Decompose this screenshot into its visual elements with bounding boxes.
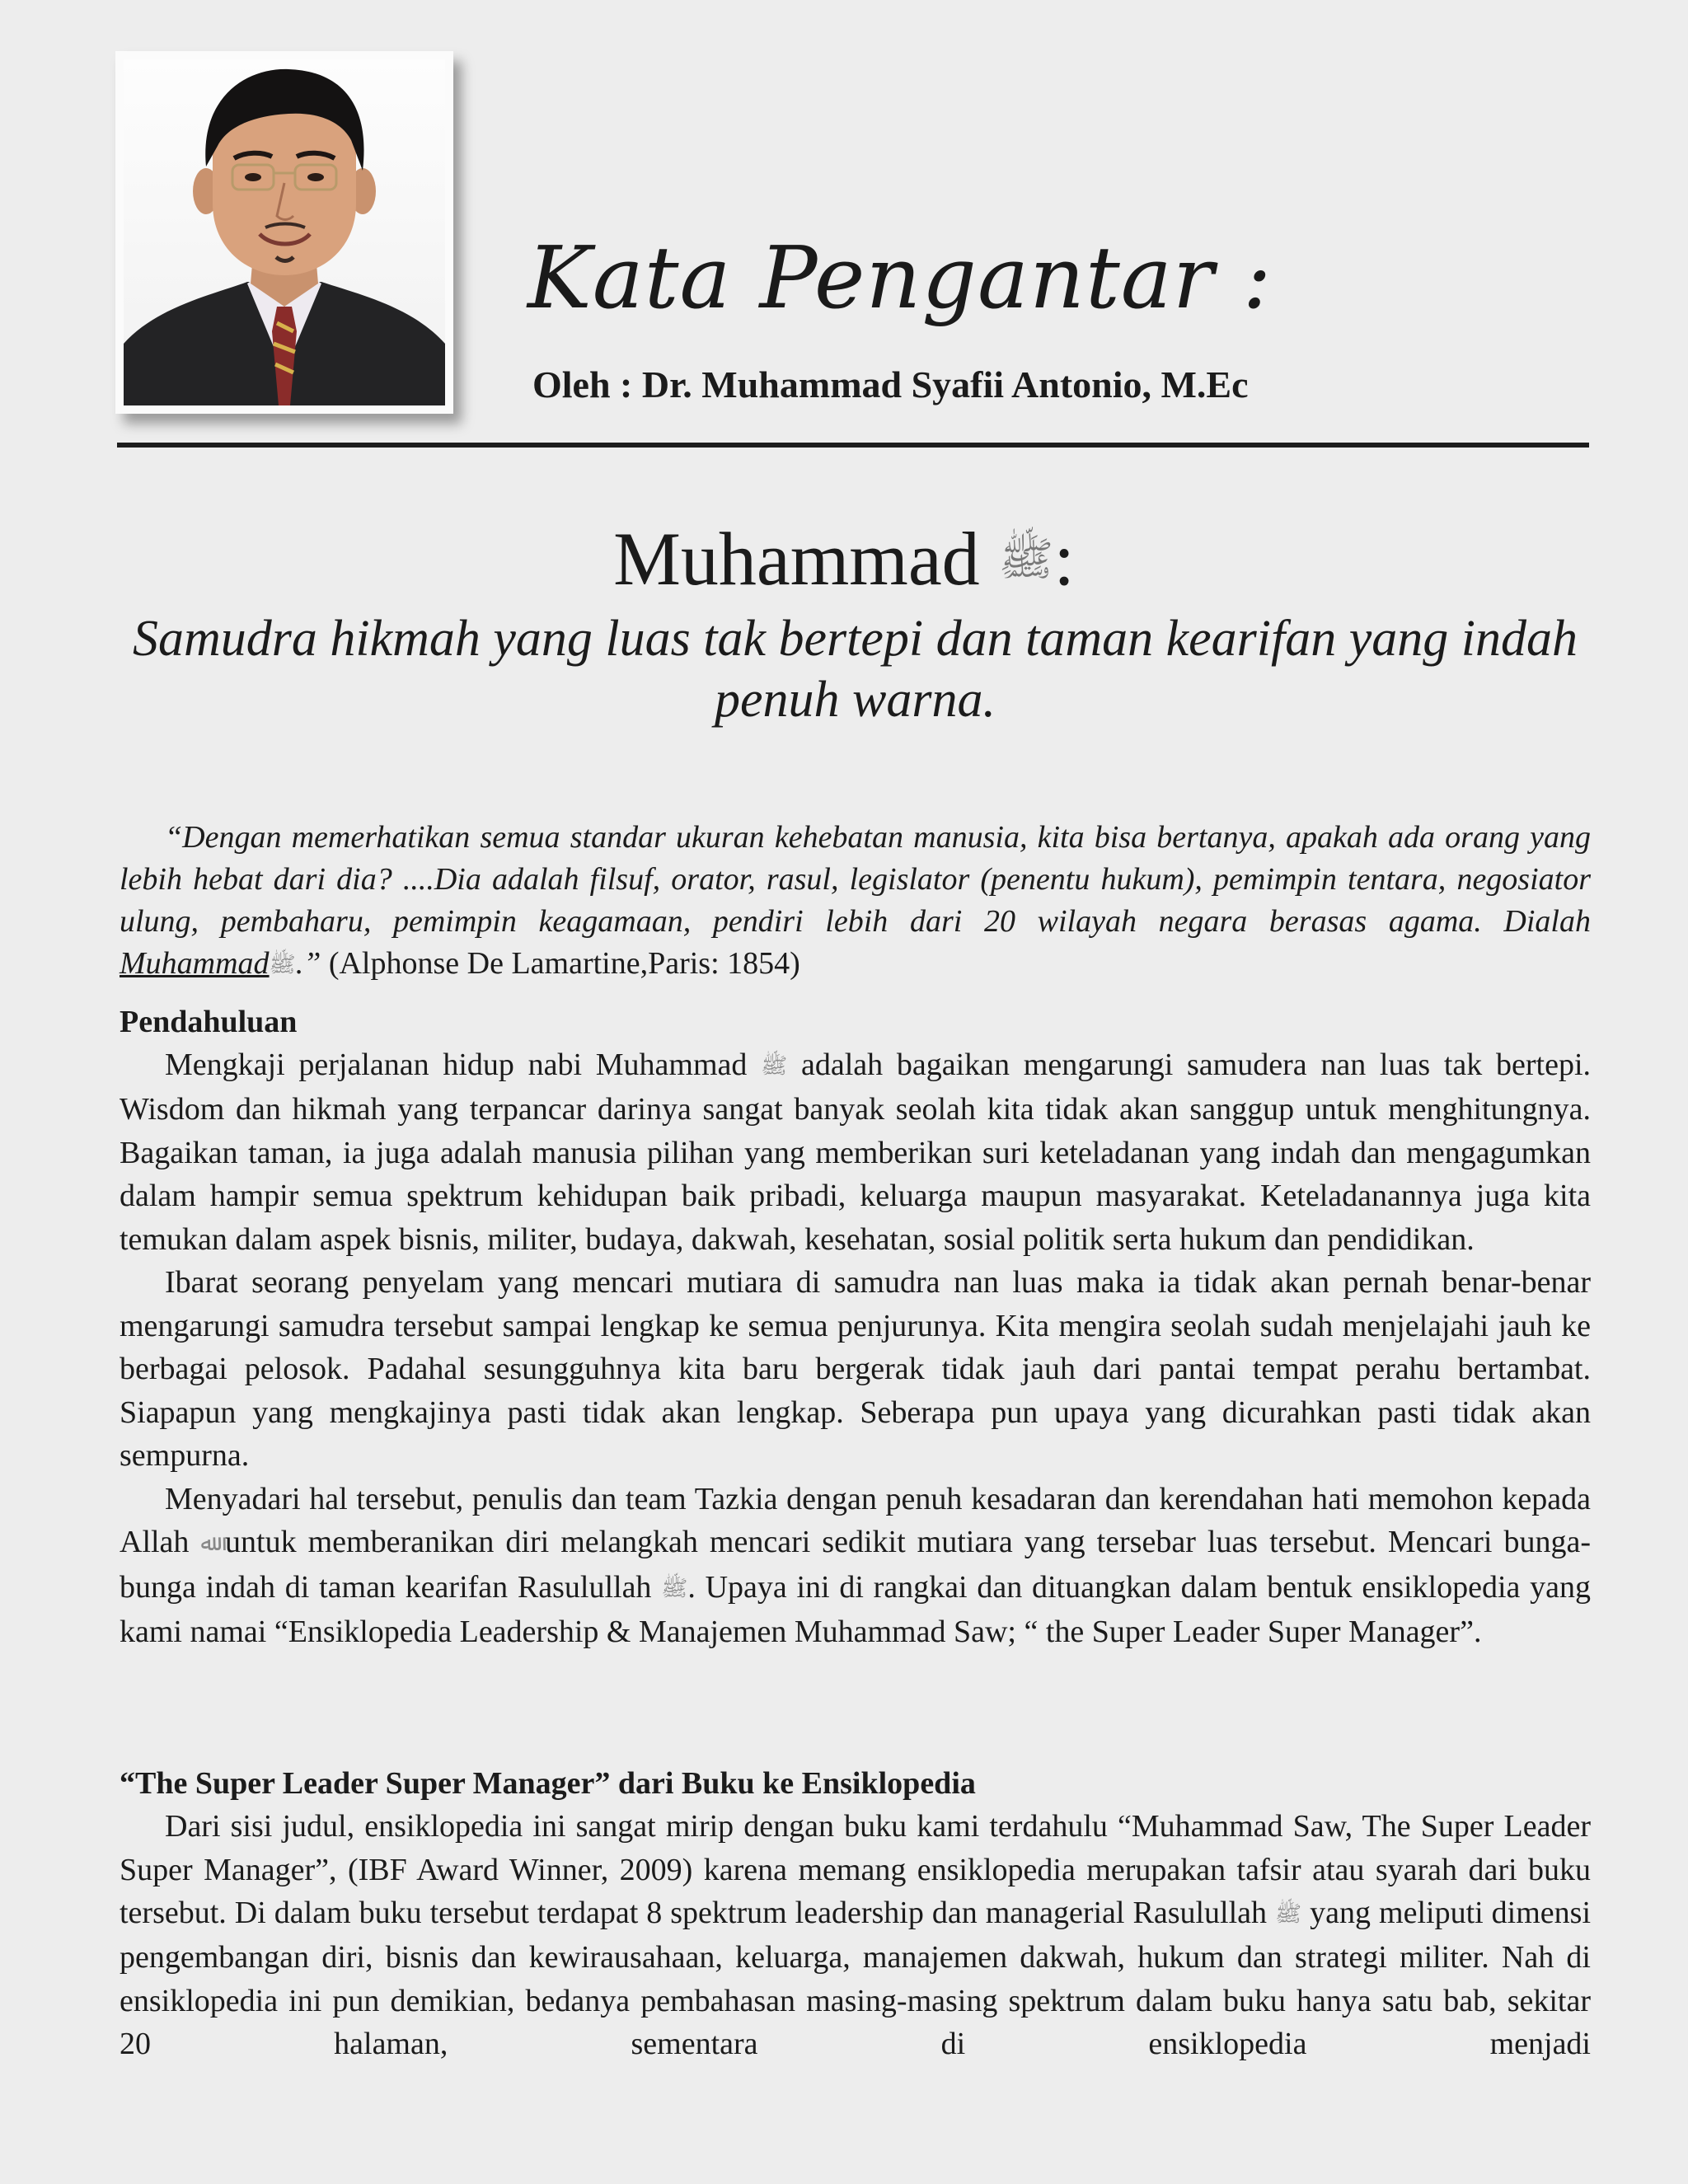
page-title: Kata Pengantar : [528,227,1273,328]
paragraph: Ibarat seorang penyelam yang mencari mutiara di samudra nan luas maka ia tidak akan pernah benar-benar mengarungi samudra tersebut sampai lengkap ke semua penjurunya. Kita mengira seolah sudah menjelajahi jauh ke berbagai pelosok. Padahal sesungguhnya kita baru bergerak tidak jauh dari pantai tempat perahu bertambat. Siapapun yang mengkajinya pasti tidak akan lengkap. Seberapa pun upaya yang dicurahkan pasti tidak akan sempurna. [120,1265,1591,1474]
honorific-ligature-icon: ﷺ [1275,1900,1302,1927]
quote-text-part2: .” [295,946,321,981]
author-portrait-illustration [124,59,445,405]
paragraph-text: . Upaya ini di rangkai dan dituangkan dalam bentuk ensiklopedia yang kami namai “Ensiklopedia Leadership & Manajemen Muhammad Saw; “ the Super Leader Super Manager”. [120,1569,1592,1650]
paragraph-text: Mengkaji perjalanan hidup nabi Muhammad [165,1047,748,1082]
opening-quote [120,817,1591,986]
author-photo [124,59,445,405]
honorific-ligature-icon: ﷺ [761,1052,788,1079]
paragraph [120,1805,1591,2066]
paragraph-text: Dari sisi judul, ensiklopedia ini sangat mirip dengan buku kami terdahulu “Muhammad Saw, The Super Leader Super Manager”, (IBF Award Winner, 2009) karena memang ensiklopedia merupakan tafsir atau syarah dari buku tersebut. Di dalam buku tersebut terdapat 8 spektrum leadership dan managerial Rasulullah [120,1809,1591,1930]
quote-text-part1: “Dengan memerhatikan semua standar ukuran kehebatan manusia, kita bisa bertanya, apakah ada orang yang lebih hebat dari dia? ....Dia adalah filsuf, orator, rasul, legislator (penentu hukum), pemimpin tentara, negosiator ulung, pembaharu, pemimpin keagamaan, pendiri lebih dari 20 wilayah negara berasas agama. Dialah [120,820,1591,939]
paragraph [120,1478,1591,1654]
section-heading: “The Super Leader Super Manager” dari Buku ke Ensiklopedia [120,1766,976,1801]
paragraph-text: Menyadari hal tersebut, penulis dan team Tazkia dengan penuh kesadaran dan kerendahan hati memohon kepada Allah [120,1481,1591,1560]
section-buku-ke-ensiklopedia [120,1762,1591,2066]
author-photo-frame [115,51,453,414]
quote-name: Muhammad [120,946,270,981]
author-byline: Oleh : Dr. Muhammad Syafii Antonio, M.Ec [532,363,1249,405]
article-title-text: Muhammad [613,517,980,601]
allah-ligature-icon: ﷲ [200,1530,214,1557]
section-heading: Pendahuluan [120,1005,298,1039]
article-title-colon: : [1053,517,1075,601]
section-pendahuluan [120,1001,1591,1654]
honorific-ligature-icon: ﷺ [269,951,296,977]
header-divider [117,443,1589,448]
paragraph-text: yang meliputi dimensi pengembangan diri, bisnis dan kewirausahaan, keluarga, manajemen dakwah, hukum dan strategi militer. Nah di ensiklopedia ini pun demikian, bedanya pembahasan masing-masing spektrum dalam buku hanya satu bab, sekitar 20 halaman, sementara di ensiklopedia menjadi [120,1896,1592,2062]
paragraph [120,1043,1591,1261]
article-subtitle: Samudra hikmah yang luas tak bertepi dan taman kearifan yang indah penuh warna. [132,611,1578,728]
paragraph-text: untuk memberanikan diri melangkah mencari sedikit mutiara yang tersebar luas tersebut. Mencari bunga-bunga indah di taman kearifan Rasulullah [120,1525,1592,1605]
paragraph-text: adalah bagaikan mengarungi samudera nan luas tak bertepi. Wisdom dan hikmah yang terpancar darinya sangat banyak seolah kita tidak akan sanggup untuk menghitungnya. Bagaikan taman, ia juga adalah manusia pilihan yang memberikan suri keteladanan yang indah dan mengagumkan dalam hampir semua spektrum kehidupan baik pribadi, keluarga maupun masyarakat. Keteladanannya juga kita temukan dalam aspek bisnis, militer, budaya, dakwah, kesehatan, sosial politik serta hukum dan pendidikan. [120,1047,1592,1257]
quote-source: (Alphonse De Lamartine,Paris: 1854) [321,946,800,981]
honorific-ligature-icon: ﷺ [998,532,1054,586]
article-title [0,517,1688,601]
honorific-ligature-icon: ﷺ [661,1575,688,1601]
